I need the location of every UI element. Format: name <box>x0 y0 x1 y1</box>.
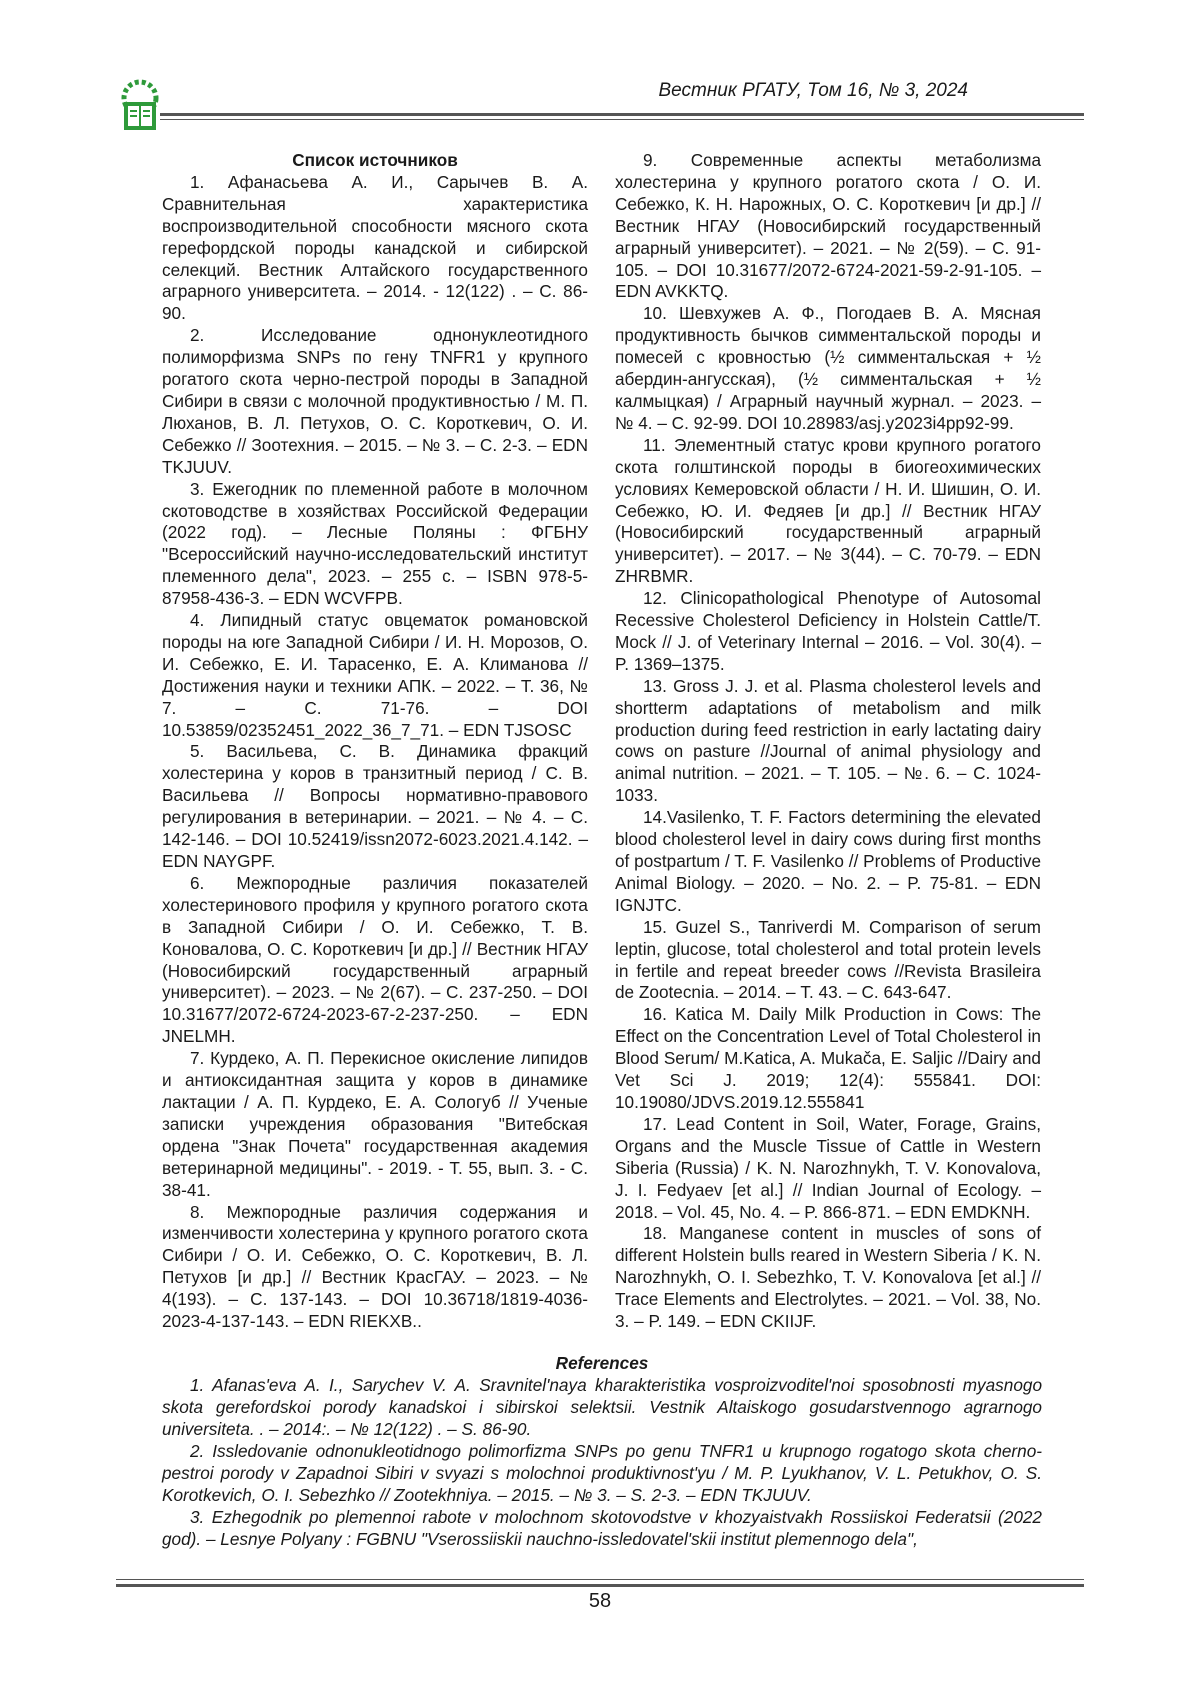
source-item: 14.Vasilenko, T. F. Factors determining the elevated blood cholesterol level in dairy cows during first months of postpartum / T. F. Vasilenko // Problems of Productive Animal Biology. – 2020. – No. 2. – P. 75-81. – EDN IGNJTC. <box>615 807 1041 915</box>
source-item: 7. Курдеко, А. П. Перекисное окисление липидов и антиоксидантная защита у коров в динамике лактации / А. П. Курдеко, Е. А. Сологуб // Ученые записки учреждения образования "Витебская ордена "Знак Почета" государственная академия ветеринарной медицины". - 2019. - Т. 55, вып. 3. - С. 38-41. <box>162 1048 588 1200</box>
footer-rule-thin <box>116 1579 1084 1580</box>
reference-item: 1. Afanas'eva A. I., Sarychev V. A. Sravnitel'naya kharakteristika vosproizvoditel'noi sposobnosti myasnogo skota gerefordskoi porody kanadskoi i sibirskoi selektsii. Vestnik Altaiskogo gosudarstvennogo agrarnogo universiteta. . – 2014:. – № 12(122) . – S. 86-90. <box>162 1375 1042 1439</box>
header-rule-thin <box>160 119 1084 120</box>
source-item: 8. Межпородные различия содержания и изменчивости холестерина у крупного рогатого скота Сибири / О. И. Себежко, О. С. Короткевич, В. Л. Петухов [и др.] // Вестник КрасГАУ. – 2023. – № 4(193). – С. 137-143. – DOI 10.36718/1819-4036-2023-4-137-143. – EDN RIEKXB.. <box>162 1201 588 1332</box>
journal-logo-icon <box>118 78 162 134</box>
source-item: 18. Manganese content in muscles of sons of different Holstein bulls reared in Western Siberia / K. N. Narozhnykh, O. I. Sebezhko, T. V. Konovalova [et al.] // Trace Elements and Electrolytes. – 2021. – Vol. 38, No. 3. – P. 149. – EDN CKIIJF. <box>615 1223 1041 1332</box>
header-rule <box>160 113 1084 116</box>
journal-title: Вестник РГАТУ, Том 16, № 3, 2024 <box>658 80 968 101</box>
footer-rule <box>116 1584 1084 1587</box>
source-item: 13. Gross J. J. et al. Plasma cholesterol levels and shortterm adaptations of metabolism and milk production during feed restriction in early lactating dairy cows on pasture //Journal of animal physiology and animal nutrition. – 2021. – Т. 105. – №. 6. – С. 1024-1033. <box>615 675 1041 806</box>
source-item: 11. Элементный статус крови крупного рогатого скота голштинской породы в биогеохимических условиях Кемеровской области / Н. И. Шишин, О. И. Себежко, Ю. И. Федяев [и др.] // Вестник НГАУ (Новосибирский государственный аграрный университет). – 2017. – № 3(44). – С. 70-79. – EDN ZHRBMR. <box>615 434 1041 587</box>
source-item: 2. Исследование однонуклеотидного полиморфизма SNPs по гену TNFR1 у крупного рогатого скота черно-пестрой породы в Западной Сибири в связи с молочной продуктивностью / М. П. Люханов, В. Л. Петухов, О. С. Короткевич, О. И. Себежко // Зоотехния. – 2015. – № 3. – С. 2-3. – EDN TKJUUV. <box>162 325 588 477</box>
reference-item: 2. Issledovanie odnonukleotidnogo polimorfizma SNPs po genu TNFR1 u krupnogo rogatogo skota cherno-pestroi porody v Zapadnoi Sibiri v svyazi s molochnoi produktivnost'yu / M. P. Lyukhanov, V. L. Petukhov, O. S. Korotkevich, O. I. Sebezhko // Zootekhniya. – 2015. – № 3. – S. 2-3. – EDN TKJUUV. <box>162 1441 1042 1505</box>
reference-item: 3. Ezhegodnik po plemennoi rabote v molochnom skotovodstve v khozyaistvakh Rossiiskoi Federatsii (2022 god). – Lesnye Polyany : FGBNU "Vserossiiskii nauchno-issledovatel'skii institut plemennogo dela", <box>162 1507 1042 1549</box>
source-item: 5. Васильева, С. В. Динамика фракций холестерина у коров в транзитный период / С. В. Васильева // Вопросы нормативно-правового регулирования в ветеринарии. – 2021. – № 4. – С. 142-146. – DOI 10.52419/issn2072-6023.2021.4.142. – EDN NAYGPF. <box>162 741 588 871</box>
source-item: 3. Ежегодник по племенной работе в молочном скотоводстве в хозяйствах Российской Федерации (2022 год). – Лесные Поляны : ФГБНУ "Всероссийский научно-исследовательский институт племенного дела", 2023. – 255 с. – ISBN 978-5-87958-436-3. – EDN WCVFPB. <box>162 478 588 609</box>
source-item: 4. Липидный статус овцематок романовской породы на юге Западной Сибири / И. Н. Морозов, О. И. Себежко, Е. И. Тарасенко, Е. А. Климанова // Достижения науки и техники АПК. – 2022. – Т. 36, № 7. – С. 71-76. – DOI 10.53859/02352451_2022_36_7_71. – EDN TJSOSC <box>162 610 588 740</box>
source-item: 1. Афанасьева А. И., Сарычев В. А. Сравнительная характеристика воспроизводительной способности мясного скота герефордской породы канадской и сибирской селекций. Вестник Алтайского государственного аграрного университета. – 2014. - 12(122) . – С. 86-90. <box>162 171 588 324</box>
source-item: 6. Межпородные различия показателей холестеринового профиля у крупного рогатого скота в Западной Сибири / О. И. Себежко, Т. В. Коновалова, О. С. Короткевич [и др.] // Вестник НГАУ (Новосибирский государственный аграрный университет). – 2023. – № 2(67). – С. 237-250. – DOI 10.31677/2072-6724-2023-67-2-237-250. – EDN JNELMH. <box>162 872 588 1047</box>
source-item: 15. Guzel S., Tanriverdi M. Comparison of serum leptin, glucose, total cholesterol and total protein levels in fertile and repeat breeder cows //Revista Brasileira de Zootecnia. – 2014. – Т. 43. – С. 643-647. <box>615 916 1041 1003</box>
sources-heading: Список источников <box>292 150 458 170</box>
source-item: 12. Clinicopathological Phenotype of Autosomal Recessive Cholesterol Deficiency in Holstein Cattle/T. Mock // J. of Veterinary Internal – 2016. – Vol. 30(4). – P. 1369–1375. <box>615 588 1041 674</box>
source-item: 9. Современные аспекты метаболизма холестерина у крупного рогатого скота / О. И. Себежко, К. Н. Нарожных, О. С. Короткевич [и др.] // Вестник НГАУ (Новосибирский государственный аграрный университет). – 2021. – № 2(59). – С. 91-105. – DOI 10.31677/2072-6724-2021-59-2-91-105. – EDN AVKKTQ. <box>615 150 1041 302</box>
source-item: 16. Katica M. Daily Milk Production in Cows: The Effect on the Concentration Level of Total Cholesterol in Blood Serum/ M.Katica, A. Mukača, E. Saljic //Dairy and Vet Sci J. 2019; 12(4): 555841. DOI: 10.19080/JDVS.2019.12.555841 <box>615 1004 1041 1112</box>
sources-column-right <box>615 150 1041 1333</box>
sources-column-left <box>162 150 588 1333</box>
source-item: 17. Lead Content in Soil, Water, Forage, Grains, Organs and the Muscle Tissue of Cattle in Western Siberia (Russia) / K. N. Narozhnykh, T. V. Konovalova, J. I. Fedyaev [et al.] // Indian Journal of Ecology. – 2018. – Vol. 45, No. 4. – P. 866-871. – EDN EMDKNH. <box>615 1113 1041 1222</box>
source-item: 10. Шевхужев А. Ф., Погодаев В. А. Мясная продуктивность бычков симментальской породы и помесей с кровностью (½ симментальская + ½ абердин-ангусская), (½ симментальская + ½ калмыцкая) / Аграрный научный журнал. – 2023. – № 4. – С. 92-99. DOI 10.28983/asj.y2023i4pp92-99. <box>615 303 1041 433</box>
references-heading: References <box>555 1353 649 1373</box>
references-section <box>162 1352 1042 1550</box>
page-number: 58 <box>588 1590 612 1612</box>
